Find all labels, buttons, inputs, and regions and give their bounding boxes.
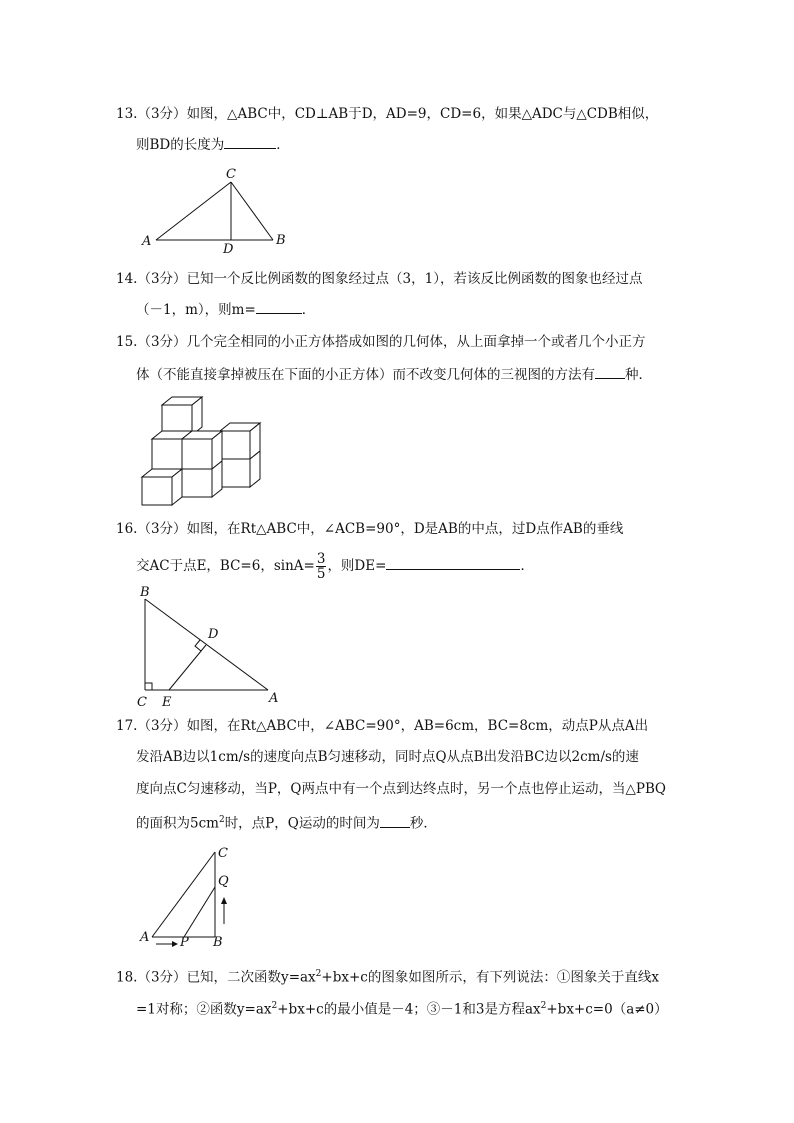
label-C: C	[218, 846, 228, 861]
label-E: E	[162, 695, 172, 710]
q17-triangle-figure	[138, 842, 248, 952]
label-C: C	[137, 695, 147, 710]
q16-triangle-figure	[132, 584, 292, 712]
label-A: A	[142, 234, 152, 249]
label-D: D	[223, 242, 234, 255]
q13-line1: 13.（3分）如图，△ABC中，CD⊥AB于D，AD=9，CD=6，如果△ADC与△CDB相似，	[116, 106, 659, 122]
label-A: A	[140, 930, 150, 945]
q15-line2: 体（不能直接拿掉被压在下面的小正方体）而不改变几何体的三视图的方法有 种．	[136, 364, 652, 385]
q14-line1: 14.（3分）已知一个反比例函数的图象经过点（3，1），若该反比例函数的图象也经过点	[116, 271, 643, 287]
q15-cubes-figure	[140, 393, 265, 508]
q13-line2: 则BD的长度为 ．	[136, 134, 290, 155]
label-P: P	[180, 935, 189, 950]
q17-line2: 发沿AB边以1cm/s的速度向点B匀速移动，同时点Q从点B出发沿BC边以2cm/s的速	[136, 749, 639, 765]
label-Q: Q	[218, 874, 229, 889]
answer-blank	[256, 299, 302, 314]
label-D: D	[208, 627, 219, 642]
q17-line4: 的面积为$5cm^2$时，点P，Q运动的时间为 秒．	[136, 810, 437, 834]
q18-line2: =1对称；②函数$y=ax^2+bx+c$的最小值是－4；③－1和3是方程$ax^2+bx+c=0(a\ne 0)$	[136, 1001, 668, 1018]
label-A: A	[269, 691, 279, 706]
q17-line3: 度向点C匀速移动，当P，Q两点中有一个点到达终点时，另一个点也停止运动，当△PBQ	[136, 781, 666, 797]
answer-blank	[595, 364, 625, 379]
q18-line1: 18.（3分）已知，二次函数$y=ax^2+bx+c$的图象如图所示，有下列说法：①图象关于直线x	[116, 969, 659, 986]
fraction: $\frac{3}{5}$	[316, 551, 326, 582]
answer-blank	[224, 134, 276, 149]
answer-blank	[380, 813, 410, 828]
label-B: B	[140, 585, 150, 600]
label-C: C	[226, 167, 236, 182]
answer-blank	[386, 555, 520, 570]
label-B: B	[276, 233, 286, 248]
q16-line1: 16.（3分）如图，在Rt△ABC中，∠ACB=90°，D是AB的中点，过D点作AB的垂线	[116, 521, 624, 537]
q14-line2: （－1，m），则m= ．	[136, 299, 315, 320]
q13-triangle-figure	[138, 165, 288, 255]
label-B: B	[213, 935, 223, 950]
q15-line1: 15.（3分）几个完全相同的小正方体搭成如图的几何体，从上面拿掉一个或者几个小正方	[116, 334, 646, 350]
q16-line2: 交AC于点E，BC=6，sinA= $\frac{3}{5}$ ，则DE= ．	[136, 551, 534, 582]
q17-line1: 17.（3分）如图，在Rt△ABC中，∠ABC=90°，AB=6cm，BC=8cm，动点P从点A出	[116, 718, 649, 734]
